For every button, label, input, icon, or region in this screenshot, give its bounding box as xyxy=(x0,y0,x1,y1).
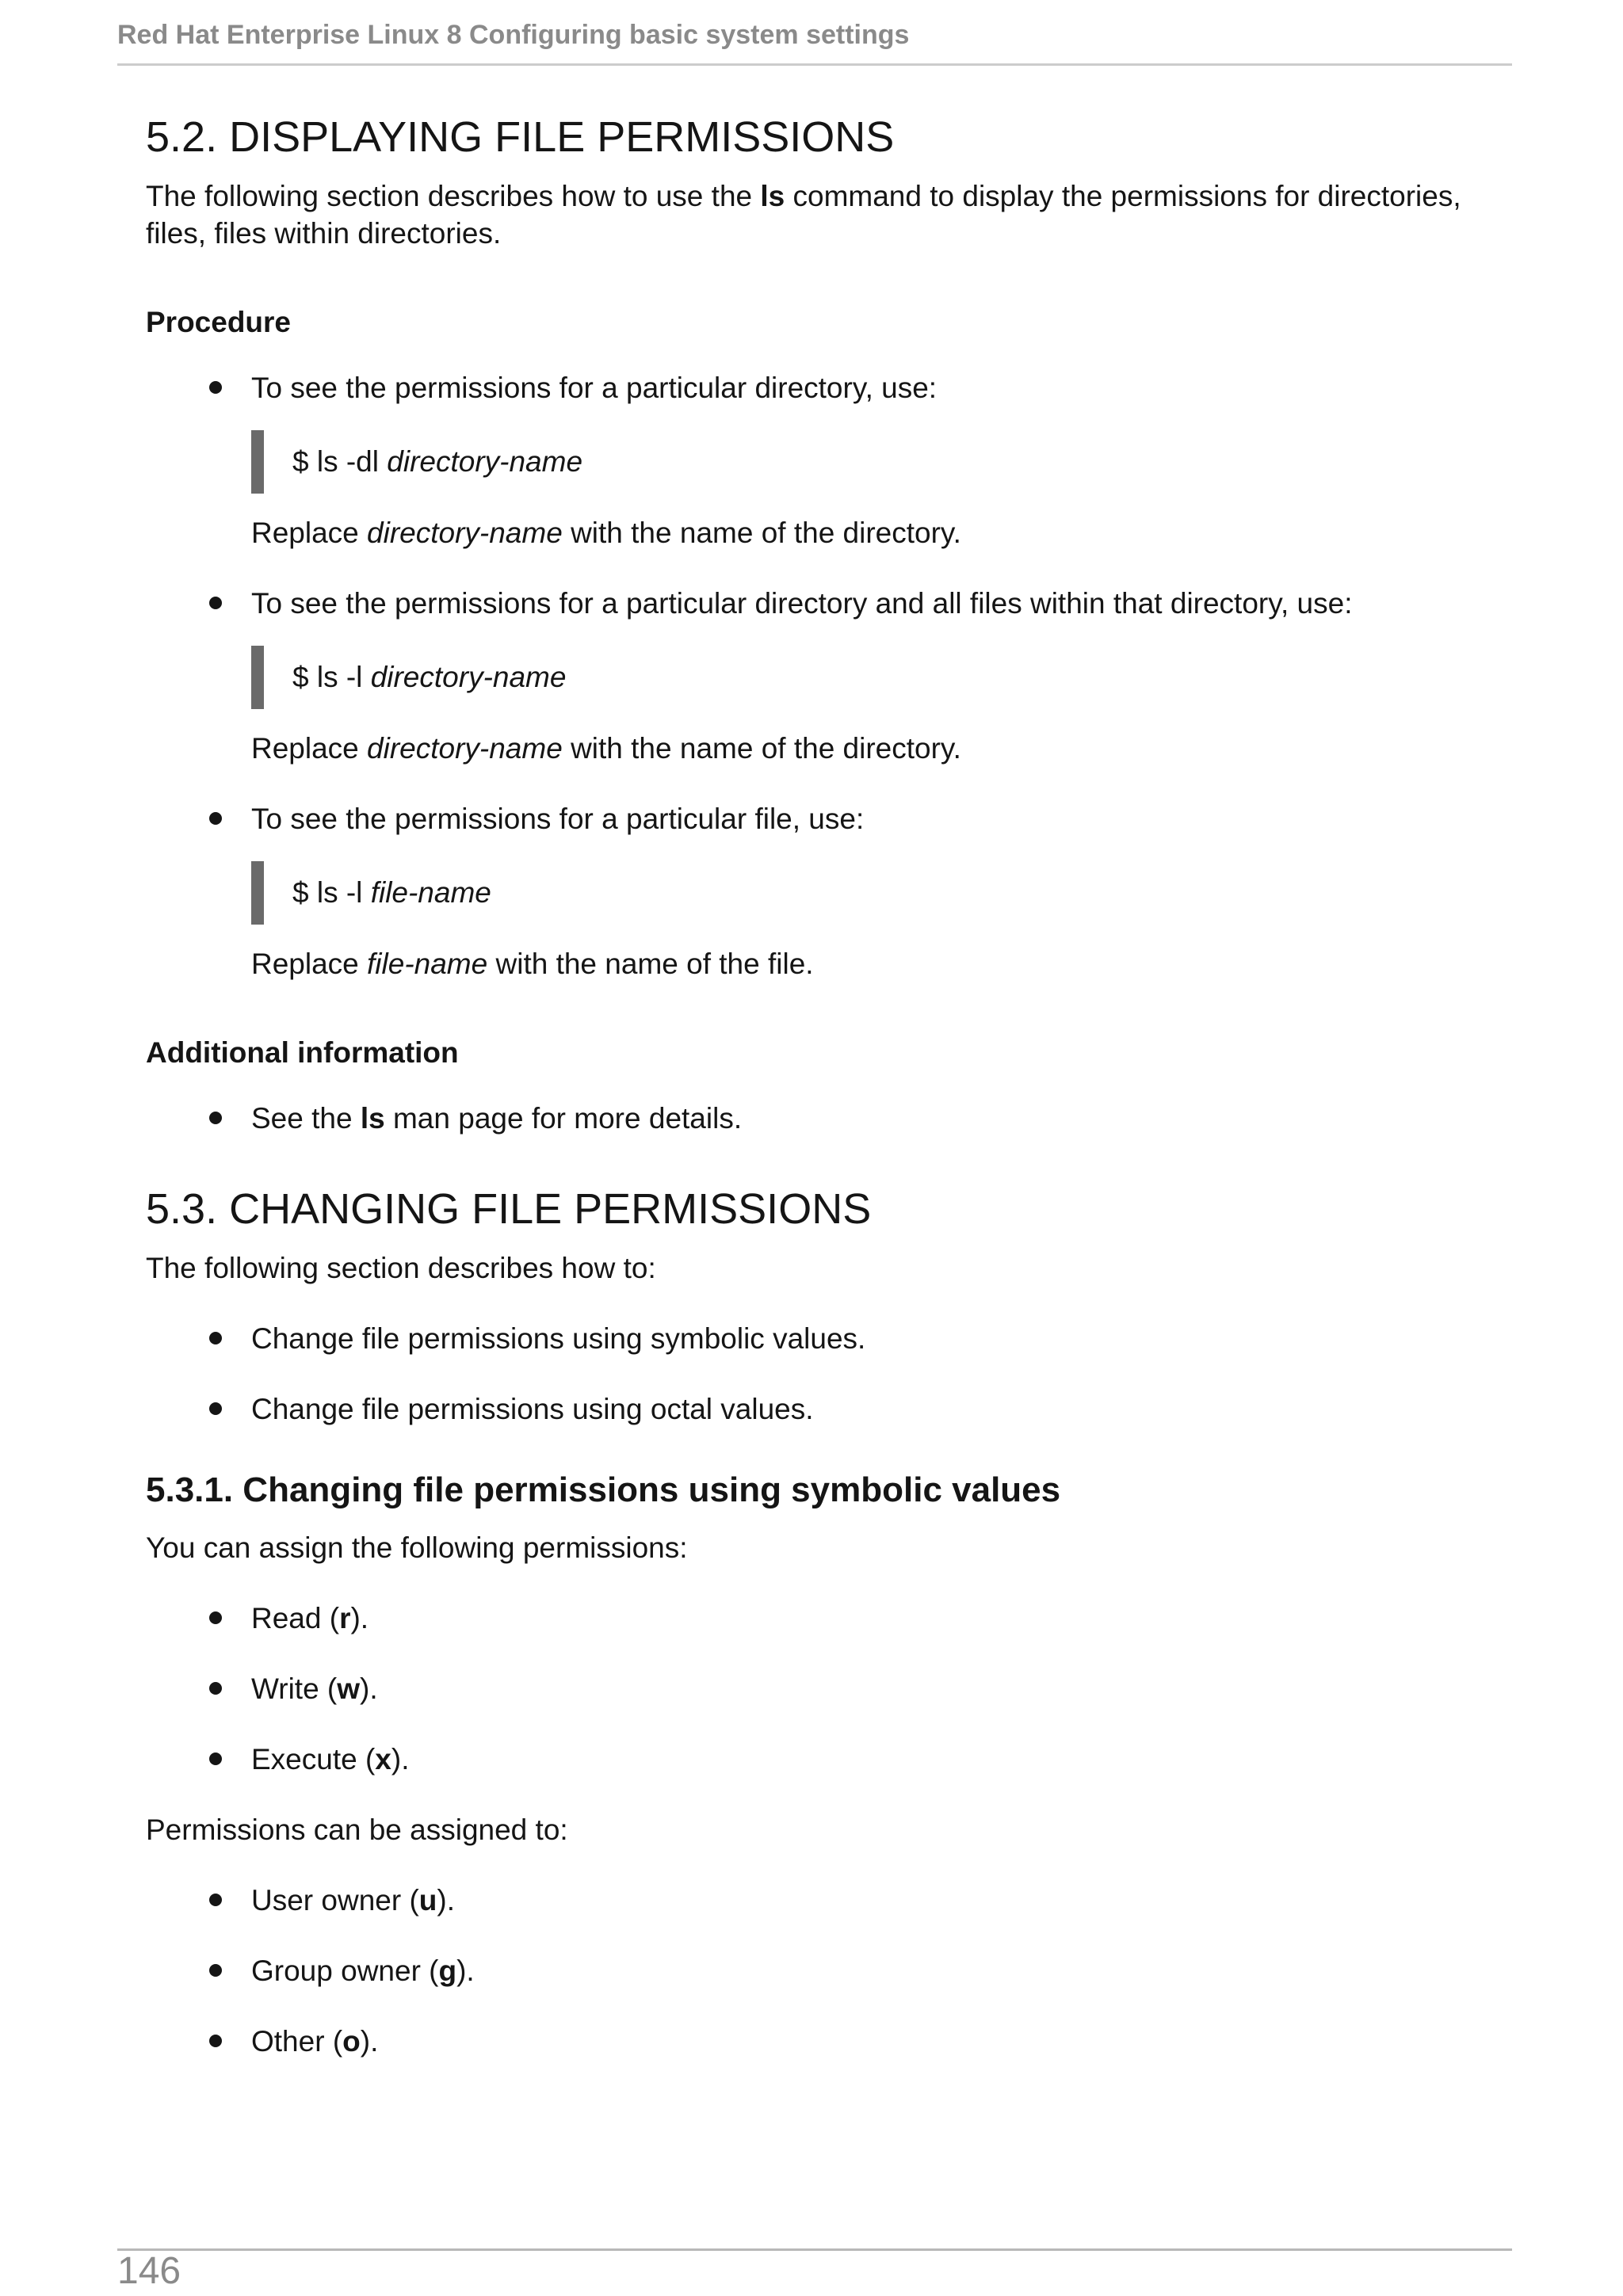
section-5-3-list xyxy=(146,1320,1485,1428)
bullet-icon xyxy=(209,381,222,394)
list-item: See the ls man page for more details. xyxy=(146,1100,1485,1137)
procedure-list xyxy=(146,369,1485,406)
code-block: $ ls -l file-name xyxy=(251,861,1485,925)
list-item: Execute (x). xyxy=(146,1741,1485,1778)
additional-list xyxy=(146,1100,1485,1137)
subsection-heading-5-3-1: 5.3.1. Changing file permissions using symbolic values xyxy=(146,1470,1061,1509)
code-block: $ ls -dl directory-name xyxy=(251,430,1485,494)
bullet-icon xyxy=(209,1964,222,1977)
replace-note: Replace file-name with the name of the file. xyxy=(251,948,814,980)
additional-information-label: Additional information xyxy=(146,1036,459,1069)
procedure-list xyxy=(146,585,1485,622)
section-5-3-intro: The following section describes how to: xyxy=(146,1252,656,1284)
code-block: $ ls -l directory-name xyxy=(251,646,1485,709)
procedure-label: Procedure xyxy=(146,306,292,338)
document-title: Red Hat Enterprise Linux 8 Configuring basic system settings xyxy=(117,20,910,50)
permissions-list xyxy=(146,1600,1485,1778)
bullet-icon xyxy=(209,812,222,825)
replace-note: Replace directory-name with the name of the directory. xyxy=(251,732,961,765)
page-number: 146 xyxy=(117,2250,181,2292)
list-item: Group owner (g). xyxy=(146,1952,1485,1989)
bullet-icon xyxy=(209,1402,222,1415)
bullet-icon xyxy=(209,1611,222,1624)
section-heading-5-3: 5.3. CHANGING FILE PERMISSIONS xyxy=(146,1185,872,1233)
bullet-icon xyxy=(209,597,222,609)
bullet-icon xyxy=(209,1682,222,1695)
permissions-intro: You can assign the following permissions: xyxy=(146,1531,688,1564)
page-header xyxy=(117,14,1512,66)
section-5-2-intro: The following section describes how to use the ls command to display the permissions for directories, files, files within directories. xyxy=(146,180,1461,250)
list-item: Write (w). xyxy=(146,1670,1485,1707)
ls-command: ls xyxy=(760,180,785,212)
section-heading-5-2: 5.2. DISPLAYING FILE PERMISSIONS xyxy=(146,113,895,161)
bullet-icon xyxy=(209,1753,222,1765)
bullet-icon xyxy=(209,2035,222,2047)
list-item: To see the permissions for a particular directory and all files within that directory, use: xyxy=(146,585,1485,622)
targets-list xyxy=(146,1882,1485,2060)
bullet-icon xyxy=(209,1112,222,1124)
assign-intro: Permissions can be assigned to: xyxy=(146,1814,568,1846)
page-content xyxy=(146,103,1485,2060)
bullet-icon xyxy=(209,1894,222,1906)
list-item: To see the permissions for a particular directory, use: xyxy=(146,369,1485,406)
list-item: Read (r). xyxy=(146,1600,1485,1637)
list-item: Change file permissions using octal values. xyxy=(146,1390,1485,1428)
list-item: Change file permissions using symbolic values. xyxy=(146,1320,1485,1357)
list-item: To see the permissions for a particular file, use: xyxy=(146,800,1485,837)
page-footer xyxy=(117,2248,1512,2292)
bullet-icon xyxy=(209,1332,222,1344)
ls-command: ls xyxy=(360,1102,385,1135)
replace-note: Replace directory-name with the name of the directory. xyxy=(251,517,961,549)
list-item: User owner (u). xyxy=(146,1882,1485,1919)
procedure-list xyxy=(146,800,1485,837)
list-item: Other (o). xyxy=(146,2023,1485,2060)
